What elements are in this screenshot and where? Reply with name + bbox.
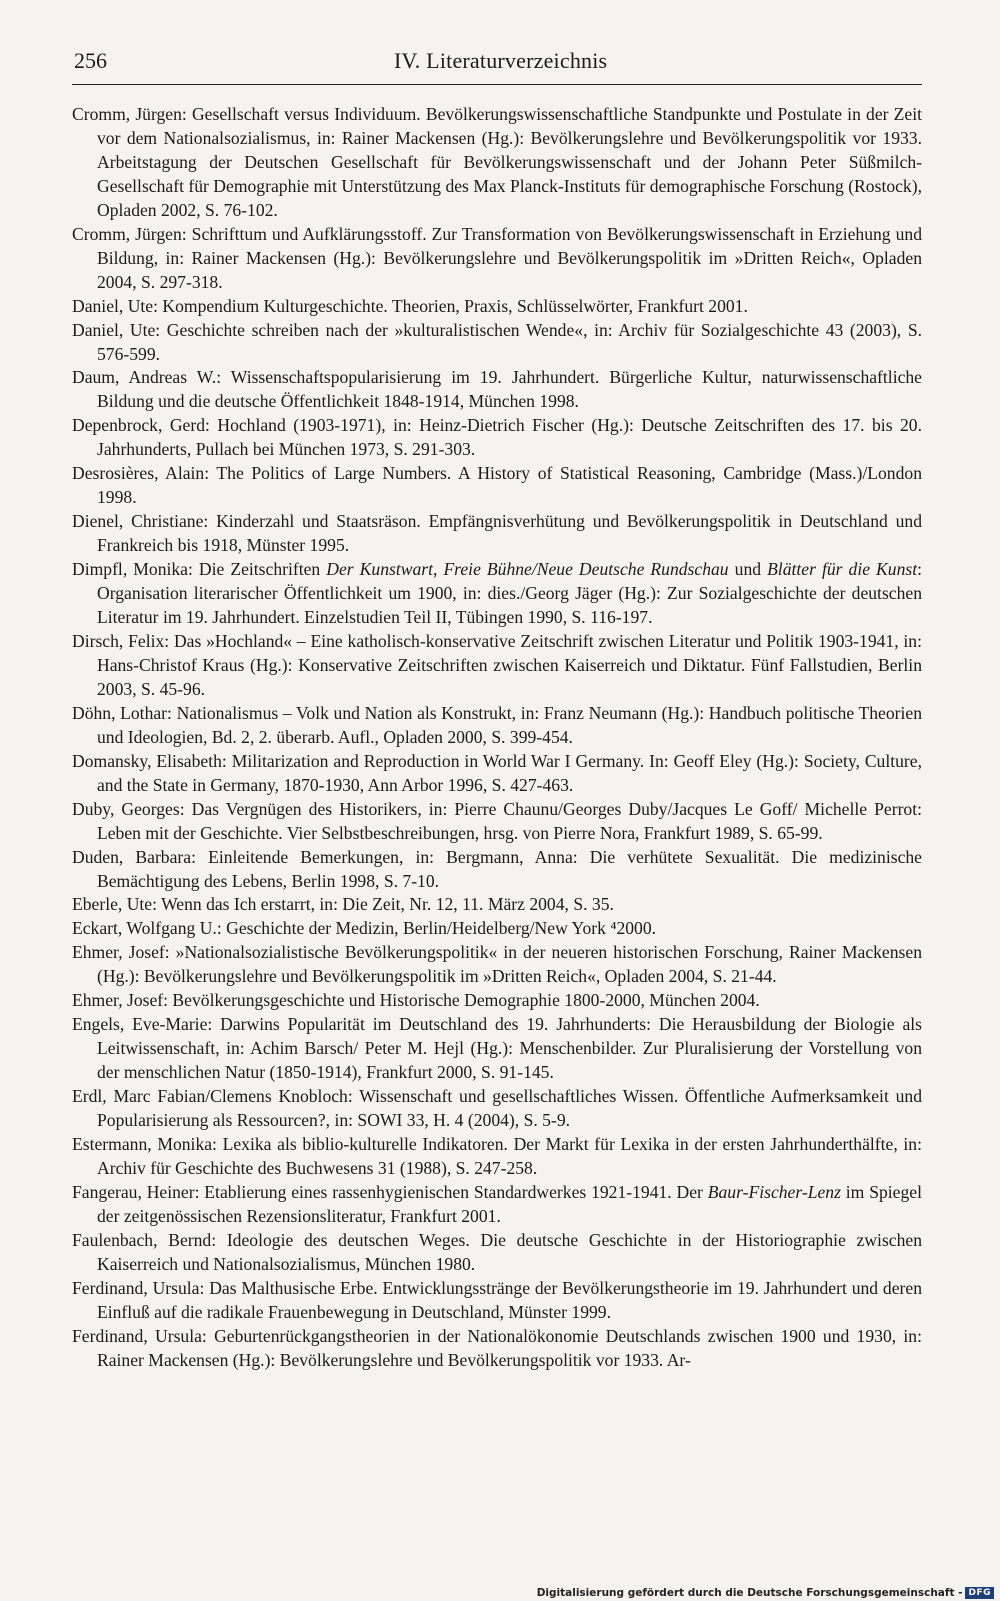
entry-text: Depenbrock, Gerd: Hochland (1903-1971), in: Heinz-Dietrich Fischer (Hg.): Deutsche Zeitschriften des 17. bis 20. Jahrhunderts, Pullach bei München 1973, S. 291-303. bbox=[72, 415, 922, 460]
bibliography-entry bbox=[72, 103, 922, 223]
entry-text: Ehmer, Josef: Bevölkerungsgeschichte und Historische Demographie 1800-2000, München 2004. bbox=[72, 990, 760, 1011]
entry-text: Faulenbach, Bernd: Ideologie des deutschen Weges. Die deutsche Geschichte in der Historiographie zwischen Kaiserreich und Nationalsozialismus, München 1980. bbox=[72, 1229, 922, 1274]
bibliography-entry bbox=[72, 1229, 922, 1277]
entry-text: Cromm, Jürgen: Gesellschaft versus Individuum. Bevölkerungswissenschaftliche Standpunkte und Postulate in der Zeit vor dem Nationalsozialismus, in: Rainer Mackensen (Hg.): Bevölkerungslehre und Bevölkerungspolitik vor 1933. Arbeitstagung der Deutschen Gesellschaft für Bevölkerungswissenschaft und der Johann Peter Süßmilch-Gesellschaft für Demographie mit Unterstützung des Max Planck-Instituts für demographische Forschung (Rostock), Opladen 2002, S. 76-102. bbox=[72, 104, 922, 220]
running-header bbox=[72, 44, 922, 85]
entry-text: Estermann, Monika: Lexika als biblio-kulturelle Indikatoren. Der Markt für Lexika in der ersten Jahrhunderthälfte, in: Archiv für Geschichte des Buchwesens 31 (1988), S. 247-258. bbox=[72, 1133, 922, 1178]
dfg-logo: DFG bbox=[965, 1587, 994, 1599]
entry-text: Daum, Andreas W.: Wissenschaftspopularisierung im 19. Jahrhundert. Bürgerliche Kultur, naturwissenschaftliche Bildung und die deutsche Öffentlichkeit 1848-1914, München 1998. bbox=[72, 367, 922, 412]
bibliography-entry bbox=[72, 798, 922, 846]
bibliography-entry bbox=[72, 846, 922, 894]
entry-text: Dirsch, Felix: Das »Hochland« – Eine katholisch-konservative Zeitschrift zwischen Literatur und Politik 1903-1941, in: Hans-Christof Kraus (Hg.): Konservative Zeitschriften zwischen Kaiserreich und Diktatur. Fünf Fallstudien, Berlin 2003, S. 45-96. bbox=[72, 630, 922, 699]
entry-text: Duby, Georges: Das Vergnügen des Historikers, in: Pierre Chaunu/Georges Duby/Jacques Le Goff/ Michelle Perrot: Leben mit der Geschichte. Vier Selbstbeschreibungen, hrsg. von Pierre Nora, Frankfurt 1989, S. 65-99. bbox=[72, 798, 922, 843]
entry-text: : Organisation literarischer Öffentlichkeit um 1900, in: dies./Georg Jäger (Hg.): Zur Sozialgeschichte der deutschen Literatur im 19. Jahrhundert. Einzelstudien Teil II, Tübingen 1990, S. 116-197. bbox=[97, 559, 922, 628]
entry-text: Eberle, Ute: Wenn das Ich erstarrt, in: Die Zeit, Nr. 12, 11. März 2004, S. 35. bbox=[72, 894, 614, 915]
bibliography-entry bbox=[72, 1013, 922, 1085]
bibliography-entry bbox=[72, 702, 922, 750]
italic-title: Der Kunstwart bbox=[326, 559, 433, 580]
bibliography-entry bbox=[72, 558, 922, 630]
entry-text: Dimpfl, Monika: Die Zeitschriften bbox=[72, 559, 327, 580]
bibliography-entry bbox=[72, 989, 922, 1013]
bibliography-entry bbox=[72, 462, 922, 510]
bibliography-entry bbox=[72, 366, 922, 414]
entry-text: und bbox=[728, 559, 768, 580]
bibliography-entry bbox=[72, 1325, 922, 1373]
entry-text: Dienel, Christiane: Kinderzahl und Staatsräson. Empfängnisverhütung und Bevölkerungspolitik in Deutschland und Frankreich bis 1918, Münster 1995. bbox=[72, 511, 922, 556]
entry-text: im Spiegel der zeitgenössischen Rezensionsliteratur, Frankfurt 2001. bbox=[97, 1181, 922, 1226]
entry-text: Döhn, Lothar: Nationalismus – Volk und Nation als Konstrukt, in: Franz Neumann (Hg.): Handbuch politische Theorien und Ideologien, Bd. 2, 2. überarb. Aufl., Opladen 2000, S. 399-454. bbox=[72, 702, 922, 747]
bibliography-entry bbox=[72, 223, 922, 295]
entry-text: Eckart, Wolfgang U.: Geschichte der Medizin, Berlin/Heidelberg/New York ⁴2000. bbox=[72, 918, 657, 939]
bibliography-entry bbox=[72, 1181, 922, 1229]
entry-text: Fangerau, Heiner: Etablierung eines rassenhygienischen Standardwerkes 1921-1941. Der bbox=[72, 1181, 708, 1202]
bibliography-entry bbox=[72, 1133, 922, 1181]
entry-text: Ferdinand, Ursula: Das Malthusische Erbe. Entwicklungsstränge der Bevölkerungstheorie im 19. Jahrhundert und deren Einfluß auf die radikale Frauenbewegung in Deutschland, Münster 1999. bbox=[72, 1277, 922, 1322]
entry-text: Ferdinand, Ursula: Geburtenrückgangstheorien in der Nationalökonomie Deutschlands zwischen 1900 und 1930, in: Rainer Mackensen (Hg.): Bevölkerungslehre und Bevölkerungspolitik vor 1933. Ar- bbox=[72, 1325, 922, 1370]
entry-text: , bbox=[433, 559, 444, 580]
entry-text: Duden, Barbara: Einleitende Bemerkungen, in: Bergmann, Anna: Die verhütete Sexualität. Die medizinische Bemächtigung des Lebens, Berlin 1998, S. 7-10. bbox=[72, 846, 922, 891]
bibliography-entry bbox=[72, 1277, 922, 1325]
bibliography-entry bbox=[72, 319, 922, 367]
italic-title: Blätter für die Kunst bbox=[767, 559, 918, 580]
entry-text: Cromm, Jürgen: Schrifttum und Aufklärungsstoff. Zur Transformation von Bevölkerungswissenschaft in Erziehung und Bildung, in: Rainer Mackensen (Hg.): Bevölkerungslehre und Bevölkerungspolitik im »Dritten Reich«, Opladen 2004, S. 297-318. bbox=[72, 223, 922, 292]
bibliography-entry bbox=[72, 630, 922, 702]
running-title: IV. Literaturverzeichnis bbox=[394, 48, 608, 73]
bibliography-entry bbox=[72, 893, 922, 917]
entry-text: Daniel, Ute: Kompendium Kulturgeschichte. Theorien, Praxis, Schlüsselwörter, Frankfurt 2001. bbox=[72, 295, 748, 316]
italic-title: Freie Bühne/Neue Deutsche Rundschau bbox=[443, 559, 729, 580]
funding-note: Digitalisierung gefördert durch die Deutsche Forschungsgemeinschaft - bbox=[536, 1587, 963, 1599]
entry-text: Erdl, Marc Fabian/Clemens Knobloch: Wissenschaft und gesellschaftliches Wissen. Öffentliche Aufmerksamkeit und Popularisierung als Ressourcen?, in: SOWI 33, H. 4 (2004), S. 5-9. bbox=[72, 1086, 922, 1131]
bibliography-entry bbox=[72, 295, 922, 319]
entry-text: Ehmer, Josef: »Nationalsozialistische Bevölkerungspolitik« in der neueren historischen Forschung, Rainer Mackensen (Hg.): Bevölkerungslehre und Bevölkerungspolitik im »Dritten Reich«, Opladen 2004, S. 21-44. bbox=[72, 942, 922, 987]
bibliography-entry bbox=[72, 414, 922, 462]
italic-title: Baur-Fischer-Lenz bbox=[707, 1181, 841, 1202]
funding-footer bbox=[537, 1587, 994, 1599]
bibliography-entry bbox=[72, 1085, 922, 1133]
entry-text: Desrosières, Alain: The Politics of Large Numbers. A History of Statistical Reasoning, Cambridge (Mass.)/London 1998. bbox=[72, 463, 922, 508]
bibliography-entry bbox=[72, 510, 922, 558]
bibliography-entry bbox=[72, 750, 922, 798]
page-number: 256 bbox=[74, 48, 107, 73]
bibliography-entry bbox=[72, 941, 922, 989]
entry-text: Engels, Eve-Marie: Darwins Popularität im Deutschland des 19. Jahrhunderts: Die Herausbildung der Biologie als Leitwissenschaft, in: Achim Barsch/ Peter M. Hejl (Hg.): Menschenbilder. Zur Pluralisierung der Vorstellung von der menschlichen Natur (1850-1914), Frankfurt 2000, S. 91-145. bbox=[72, 1014, 922, 1083]
bibliography-list bbox=[72, 103, 922, 1373]
bibliography-entry bbox=[72, 917, 922, 941]
entry-text: Daniel, Ute: Geschichte schreiben nach der »kulturalistischen Wende«, in: Archiv für Sozialgeschichte 43 (2003), S. 576-599. bbox=[72, 319, 922, 364]
entry-text: Domansky, Elisabeth: Militarization and Reproduction in World War I Germany. In: Geoff Eley (Hg.): Society, Culture, and the State in Germany, 1870-1930, Ann Arbor 1996, S. 427-463. bbox=[72, 750, 922, 795]
